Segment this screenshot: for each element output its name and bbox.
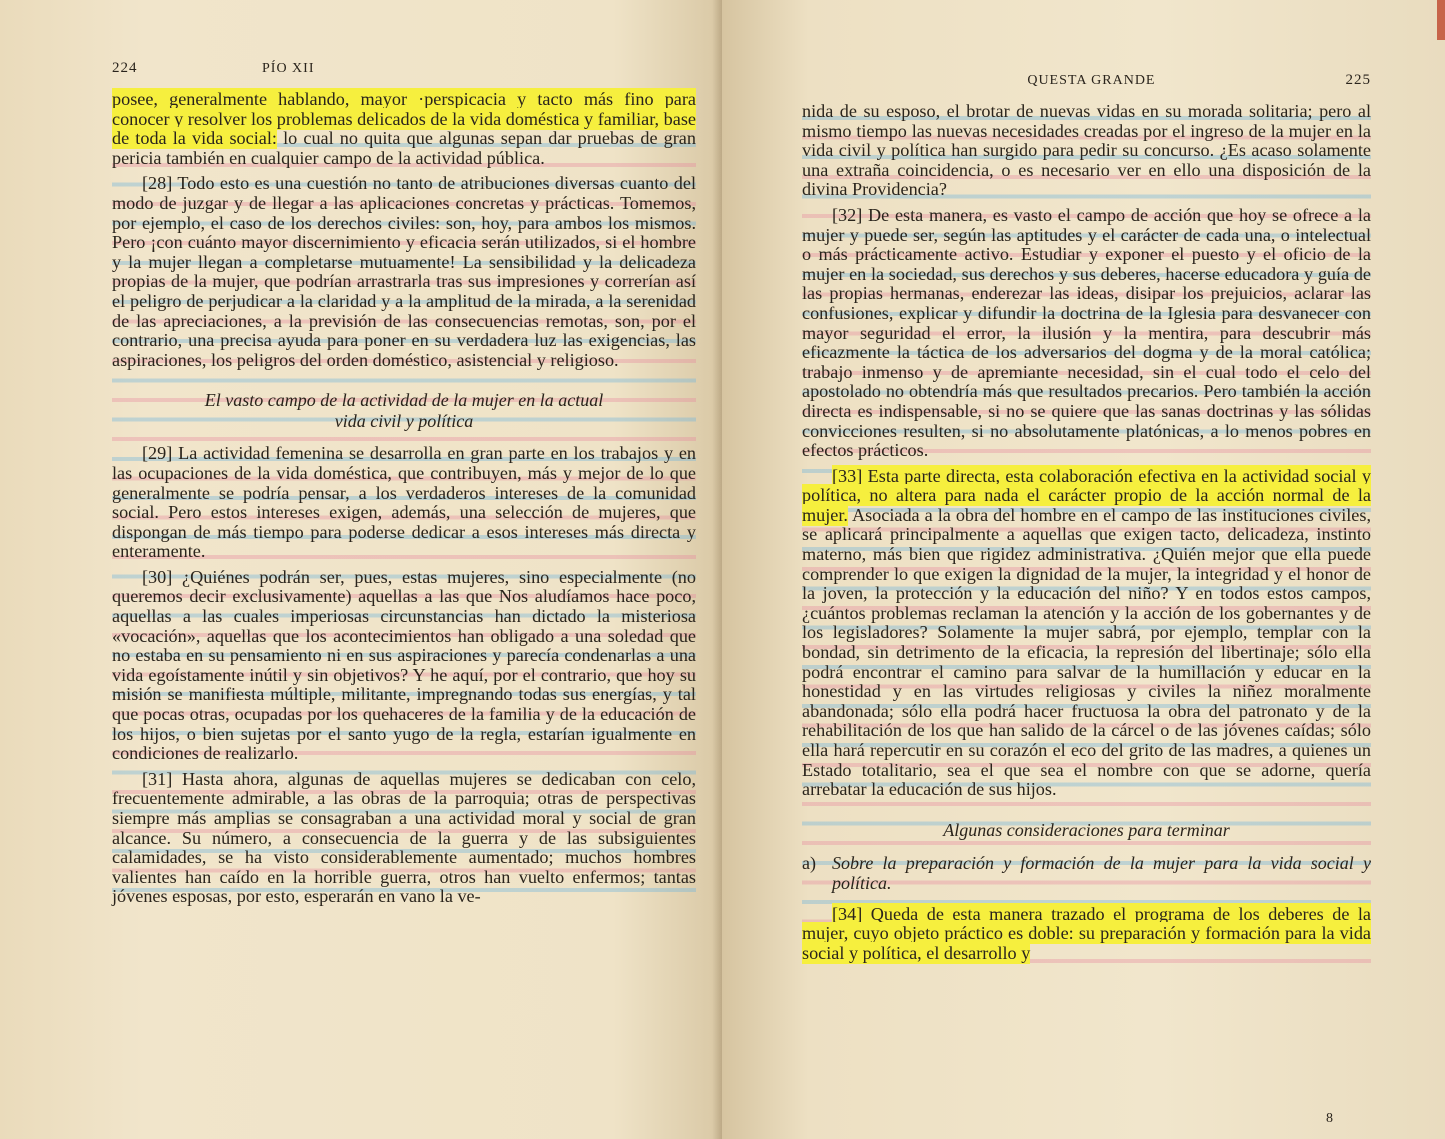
right-page-body bbox=[802, 102, 1371, 964]
highlighted-passage: [34] Queda de esta manera trazado el programa de los deberes de la mujer, cuyo objeto práctico es doble: su preparación y formación para la vida social y política, el desarrollo y bbox=[802, 903, 1371, 963]
section-heading: Algunas consideraciones para terminar bbox=[943, 819, 1230, 840]
paragraph-32: [32] De esta manera, es vasto el campo de acción que hoy se ofrece a la mujer y puede ser, según las aptitudes y el carácter de cada una, o intelectual o más prácticamente activo. Estudiar y exponer el puesto y el oficio de la mujer en la sociedad, sus derechos y sus deberes, hacerse educadora y guía de las propias hermanas, enderezar las ideas, disipar los prejuicios, aclarar las confusiones, explicar y difundir la doctrina de la Iglesia para desvanecer con mayor seguridad el error, la ilusión y la mentira, para descubrir más eficazmente la táctica de los adversarios del dogma y de la moral católica; trabajo inmenso y de apremiante necesidad, sin el cual todo el celo del apostolado no obtendría más que resultados precarios. Pero también la acción directa es indispensable, si no se quiere que las sanas doctrinas y las sólidas convicciones resulten, si no absolutamente platónicas, a lo menos pobres en efectos prácticos. bbox=[802, 204, 1371, 461]
section-heading-line: vida civil y política bbox=[334, 411, 474, 432]
signature-mark: 8 bbox=[1326, 1111, 1333, 1126]
subsection-marker: a) bbox=[802, 852, 816, 873]
paragraph-30: [30] ¿Quiénes podrán ser, pues, estas mujeres, sino especialmente (no queremos decir exclusivamente) aquellas a las que Nos aludíamos hace poco, aquellas a las cuales imperiosas circunstancias han dictado la misteriosa «vocación», aquellas que los acontecimientos han obligado a una soledad que no estaba en su pensamiento ni en sus aspiraciones y parecía condenarlas a una vida egoístamente inútil y sin objetivos? Y he aquí, por el contrario, que hoy su misión se manifiesta múltiple, militante, impregnando todas sus energías, y tal que pocas otras, ocupadas por los quehaceres de la familia y de la educación de los hijos, o bien sujetas por el santo yugo de la regla, estarían igualmente en condiciones de realizarlo. bbox=[112, 566, 696, 764]
paragraph-text: Asociada a la obra del hombre en el campo de las instituciones civiles, se aplicará principalmente a aquellas que exigen tacto, delicadeza, instinto materno, más bien que rigidez administrativa. ¿Quién mejor que ella puede comprender lo que exigen la dignidad de la mujer, la integridad y el honor de la joven, la protección y la educación del niño? Y en todos estos campos, ¿cuántos problemas reclaman la atención y la acción de los gobernantes y de los legisladores? Solamente la mujer sabrá, por ejemplo, templar con la bondad, sin detrimento de la eficacia, la represión del libertinaje; sólo ella podrá encontrar el camino para salvar de la humillación y educar en la honestidad y en las virtudes religiosas y civiles la niñez moralmente abandonada; sólo ella podrá hacer fructuosa la obra del patronato y de la rehabilitación de los que han salido de la cárcel o de las jóvenes caídas; sólo ella hará repercutir en su corazón el eco del grito de las madres, a quienes un Estado totalitario, sea el que sea el nombre con que se adorne, quería arrebatar la educación de sus hijos. bbox=[802, 504, 1371, 800]
right-page-header bbox=[802, 72, 1371, 102]
left-running-head: PÍO XII bbox=[262, 61, 315, 76]
paragraph-34 bbox=[802, 905, 1371, 964]
highlighted-passage: [33] Esta parte directa, esta colaboración efectiva en la actividad social y política, no altera para nada el carácter propio de la acción normal de la mujer. bbox=[802, 465, 1371, 525]
right-running-head: QUESTA GRANDE bbox=[1027, 73, 1156, 88]
paragraph-28: [28] Todo esto es una cuestión no tanto de atribuciones diversas cuanto del modo de juzgar y de llegar a las aplicaciones concretas y prácticas. Tomemos, por ejemplo, el caso de los derechos civiles: son, hoy, para ambos los mismos. Pero ¡con cuánto mayor discernimiento y eficacia serán utilizados, si el hombre y la mujer llegan a completarse mutuamente! La sensibilidad y la delicadeza propias de la mujer, que podrían arrastrarla tras sus impresiones y correrían así el peligro de perjudicar a la claridad y a la amplitud de la mirada, a la serenidad de las apreciaciones, a la previsión de las consecuencias remotas, son, por el contrario, una precisa ayuda para poner en su verdadera luz las exigencias, las aspiraciones, los peligros del orden doméstico, asistencial y religioso. bbox=[112, 173, 696, 370]
paragraph-33 bbox=[802, 467, 1371, 800]
paragraph-opening bbox=[112, 90, 696, 168]
left-page-number: 224 bbox=[112, 60, 138, 76]
highlighted-passage: posee, generalmente hablando, mayor ·perspicacia y tacto más fino para conocer y resolver los problemas delicados de la vida doméstica y familiar, base de toda la vida social: bbox=[112, 89, 696, 149]
left-page-body bbox=[112, 90, 696, 907]
subsection-item bbox=[802, 853, 1371, 893]
right-page bbox=[722, 0, 1445, 1139]
paragraph-text: lo cual no quita que algunas sepan dar pruebas de gran pericia también en cualquier campo de la actividad pública. bbox=[112, 128, 696, 168]
paragraph-29: [29] La actividad femenina se desarrolla en gran parte en los trabajos y en las ocupaciones de la vida doméstica, que contribuyen, más y mejor de lo que generalmente se podría pensar, a los verdaderos intereses de la comunidad social. Pero estos intereses exigen, además, una selección de mujeres, que dispongan de más tiempo para poderse dedicar a esos intereses más directa y enteramente. bbox=[112, 443, 696, 562]
cover-edge bbox=[1437, 0, 1445, 40]
right-page-number: 225 bbox=[1345, 72, 1371, 88]
paragraph-31: [31] Hasta ahora, algunas de aquellas mujeres se dedicaban con celo, frecuentemente admirable, a las obras de la parroquia; otras de perspectivas siempre más amplias se consagraban a una actividad moral y social de gran alcance. Su número, a consecuencia de la guerra y de las subsiguientes calamidades, se ha visto considerablemente aumentado; muchos hombres valientes han caído en la horrible guerra, otros han vuelto enfermos; tantas jóvenes esposas, por esto, esperarán en vano la ve- bbox=[112, 768, 696, 907]
left-page-header bbox=[112, 60, 696, 90]
subsection-title: Sobre la preparación y formación de la mujer para la vida social y política. bbox=[832, 852, 1371, 893]
paragraph-continuation: nida de su esposo, el brotar de nuevas vidas en su morada solitaria; pero al mismo tiempo las nuevas necesidades creadas por el ingreso de la mujer en la vida civil y política han surgido para pedir su concurso. ¿Es acaso solamente una extraña coincidencia, o es necesario ver en ello una disposición de la divina Providencia? bbox=[802, 101, 1371, 200]
section-heading-line: El vasto campo de la actividad de la mujer en la actual bbox=[204, 390, 604, 411]
left-page bbox=[0, 0, 722, 1139]
section-heading bbox=[112, 390, 696, 432]
